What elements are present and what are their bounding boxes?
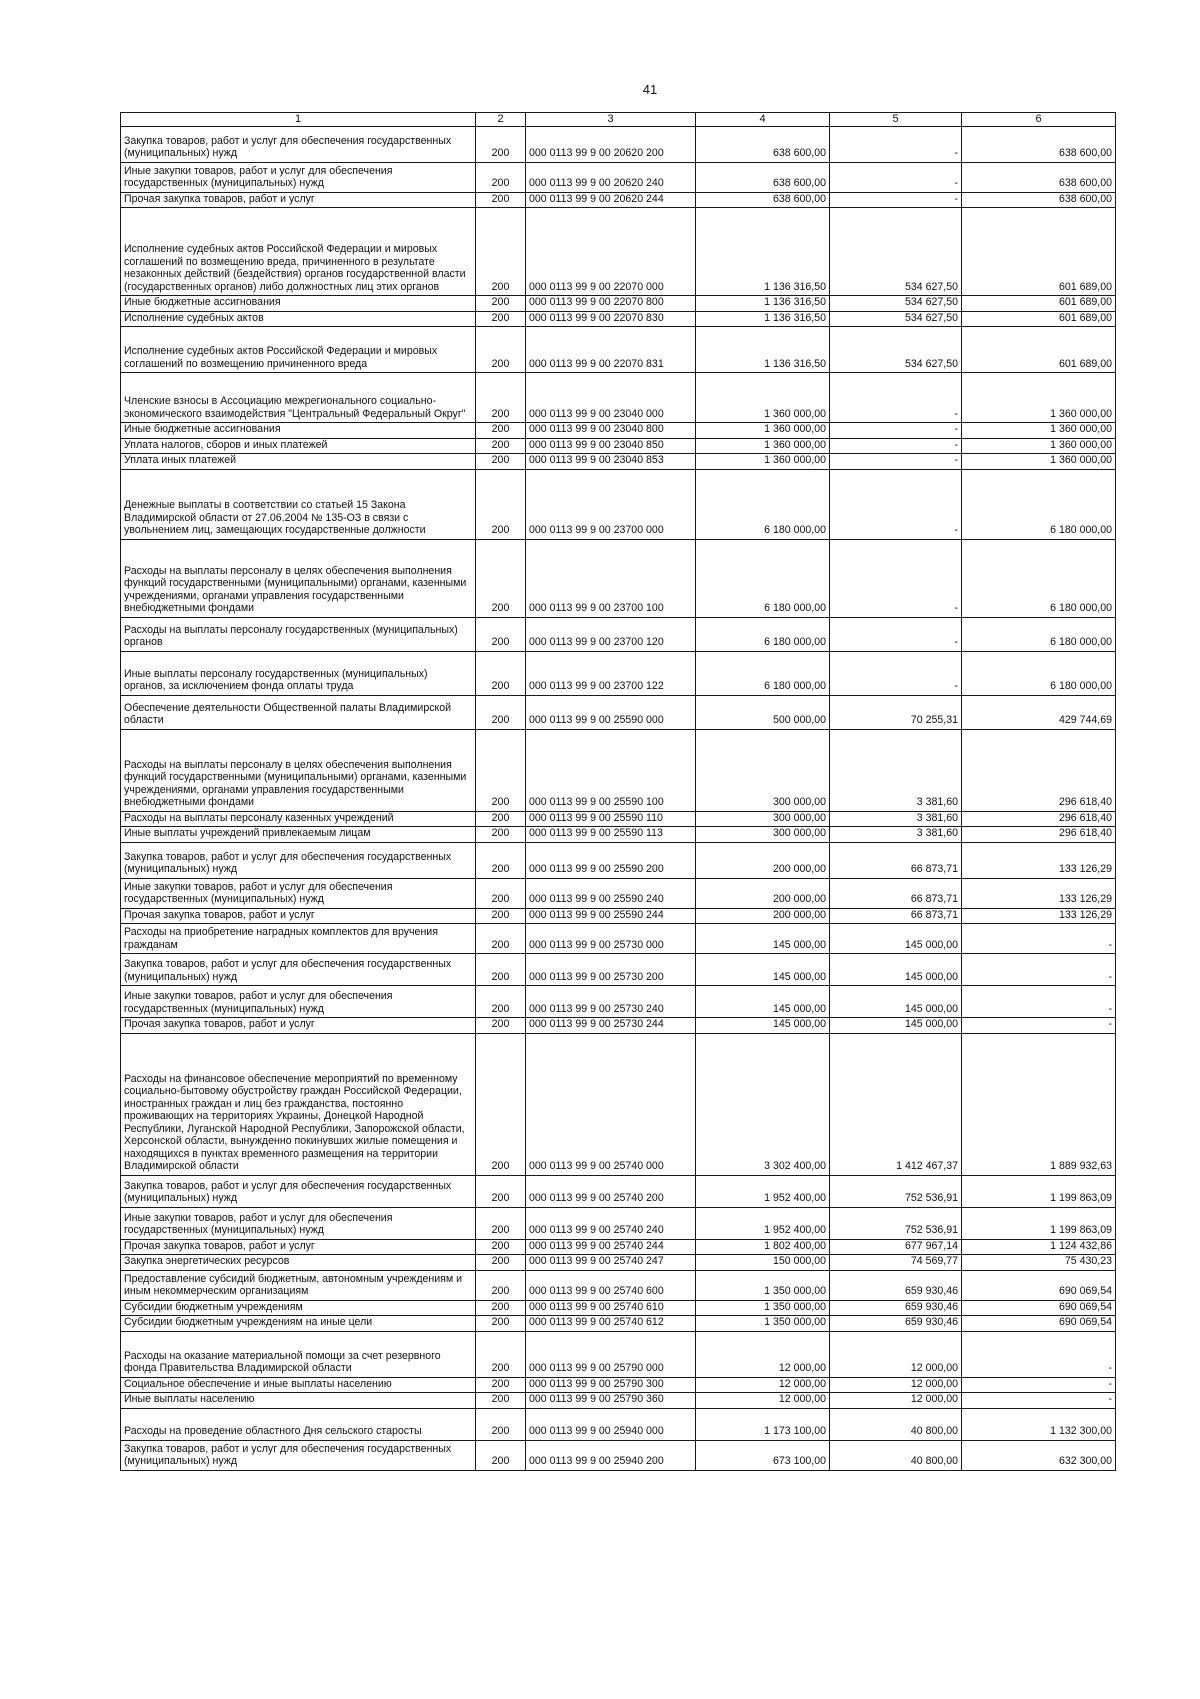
row-name: Иные закупки товаров, работ и услуг для обеспечения государственных (муниципальных) нужд [121, 162, 476, 192]
row-name: Субсидии бюджетным учреждениям [121, 1300, 476, 1316]
header-col-5: 5 [830, 113, 962, 127]
row-kbk: 000 0113 99 9 00 25740 200 [526, 1175, 696, 1207]
row-executed: 659 930,46 [830, 1300, 962, 1316]
row-code: 200 [476, 827, 526, 843]
table-row [121, 811, 1116, 827]
row-remaining: 133 126,29 [962, 842, 1116, 878]
row-remaining: - [962, 1018, 1116, 1034]
row-remaining: 1 889 932,63 [962, 1033, 1116, 1175]
row-executed: - [830, 454, 962, 470]
row-code: 200 [476, 126, 526, 162]
row-code: 200 [476, 539, 526, 617]
row-kbk: 000 0113 99 9 00 25730 200 [526, 954, 696, 986]
row-remaining: 601 689,00 [962, 296, 1116, 312]
row-code: 200 [476, 954, 526, 986]
row-name: Расходы на оказание материальной помощи за счет резервного фонда Правительства Владимирской области [121, 1331, 476, 1377]
row-name: Расходы на выплаты персоналу в целях обеспечения выполнения функций государственными (муниципальными) органами, казенными учреждениями, органами управления государственными внебюджетными фондами [121, 729, 476, 811]
row-remaining: 638 600,00 [962, 162, 1116, 192]
table-row [121, 1239, 1116, 1255]
row-approved: 1 173 100,00 [696, 1408, 830, 1440]
row-kbk: 000 0113 99 9 00 22070 831 [526, 327, 696, 373]
row-approved: 638 600,00 [696, 162, 830, 192]
row-remaining: - [962, 1331, 1116, 1377]
header-col-2: 2 [476, 113, 526, 127]
row-executed: 66 873,71 [830, 842, 962, 878]
row-executed: 40 800,00 [830, 1440, 962, 1470]
row-kbk: 000 0113 99 9 00 20620 240 [526, 162, 696, 192]
row-kbk: 000 0113 99 9 00 25590 240 [526, 878, 696, 908]
row-executed: - [830, 126, 962, 162]
row-approved: 3 302 400,00 [696, 1033, 830, 1175]
table-row [121, 192, 1116, 208]
row-executed: 752 536,91 [830, 1207, 962, 1239]
row-name: Уплата иных платежей [121, 454, 476, 470]
table-row [121, 827, 1116, 843]
row-remaining: 1 360 000,00 [962, 438, 1116, 454]
row-executed: 145 000,00 [830, 1018, 962, 1034]
row-kbk: 000 0113 99 9 00 25730 244 [526, 1018, 696, 1034]
row-kbk: 000 0113 99 9 00 25940 200 [526, 1440, 696, 1470]
table-row [121, 1270, 1116, 1300]
table-row [121, 423, 1116, 439]
row-executed: 66 873,71 [830, 908, 962, 924]
row-code: 200 [476, 1033, 526, 1175]
row-executed: 66 873,71 [830, 878, 962, 908]
row-approved: 1 136 316,50 [696, 296, 830, 312]
row-remaining: 1 360 000,00 [962, 423, 1116, 439]
row-approved: 638 600,00 [696, 126, 830, 162]
row-approved: 12 000,00 [696, 1393, 830, 1409]
row-approved: 1 360 000,00 [696, 438, 830, 454]
row-approved: 1 350 000,00 [696, 1316, 830, 1332]
row-approved: 1 350 000,00 [696, 1270, 830, 1300]
table-row [121, 878, 1116, 908]
row-executed: - [830, 162, 962, 192]
row-executed: 752 536,91 [830, 1175, 962, 1207]
table-row [121, 651, 1116, 695]
row-remaining: - [962, 1377, 1116, 1393]
row-kbk: 000 0113 99 9 00 25740 612 [526, 1316, 696, 1332]
row-code: 200 [476, 296, 526, 312]
row-kbk: 000 0113 99 9 00 25730 240 [526, 986, 696, 1018]
row-remaining: 638 600,00 [962, 126, 1116, 162]
table-row [121, 126, 1116, 162]
row-code: 200 [476, 695, 526, 729]
row-approved: 638 600,00 [696, 192, 830, 208]
header-col-3: 3 [526, 113, 696, 127]
row-approved: 150 000,00 [696, 1255, 830, 1271]
row-remaining: 133 126,29 [962, 878, 1116, 908]
table-row [121, 1440, 1116, 1470]
row-approved: 6 180 000,00 [696, 469, 830, 539]
row-approved: 145 000,00 [696, 1018, 830, 1034]
table-row [121, 924, 1116, 954]
table-row [121, 695, 1116, 729]
row-kbk: 000 0113 99 9 00 23700 000 [526, 469, 696, 539]
row-remaining: 690 069,54 [962, 1300, 1116, 1316]
row-kbk: 000 0113 99 9 00 25790 360 [526, 1393, 696, 1409]
row-kbk: 000 0113 99 9 00 25590 000 [526, 695, 696, 729]
row-remaining: - [962, 986, 1116, 1018]
row-kbk: 000 0113 99 9 00 25940 000 [526, 1408, 696, 1440]
row-name: Исполнение судебных актов Российской Федерации и мировых соглашений по возмещению вреда, причиненного в результате незаконных действий (бездействия) органов государственной власти (государственных органов) либо должностных лиц этих органов [121, 208, 476, 296]
row-kbk: 000 0113 99 9 00 23700 122 [526, 651, 696, 695]
table-row [121, 842, 1116, 878]
row-name: Иные выплаты персоналу государственных (муниципальных) органов, за исключением фонда оплаты труда [121, 651, 476, 695]
row-executed: 3 381,60 [830, 811, 962, 827]
row-executed: - [830, 438, 962, 454]
row-code: 200 [476, 924, 526, 954]
row-approved: 300 000,00 [696, 729, 830, 811]
row-name: Расходы на финансовое обеспечение мероприятий по временному социально-бытовому обустройству граждан Российской Федерации, иностранных граждан и лиц без гражданства, постоянно проживающих на территориях Украины, Донецкой Народной Республики, Луганской Народной Республики, Запорожской области, Херсонской области, вынужденно покинувших жилые помещения и находящихся в пунктах временного размещения на территории Владимирской области [121, 1033, 476, 1175]
row-kbk: 000 0113 99 9 00 23040 800 [526, 423, 696, 439]
row-code: 200 [476, 1377, 526, 1393]
row-remaining: 632 300,00 [962, 1440, 1116, 1470]
row-remaining: 296 618,40 [962, 827, 1116, 843]
row-kbk: 000 0113 99 9 00 20620 200 [526, 126, 696, 162]
row-kbk: 000 0113 99 9 00 25590 113 [526, 827, 696, 843]
row-approved: 673 100,00 [696, 1440, 830, 1470]
row-remaining: 601 689,00 [962, 208, 1116, 296]
row-name: Иные закупки товаров, работ и услуг для обеспечения государственных (муниципальных) нужд [121, 986, 476, 1018]
row-approved: 200 000,00 [696, 878, 830, 908]
row-name: Субсидии бюджетным учреждениям на иные цели [121, 1316, 476, 1332]
table-row [121, 373, 1116, 423]
row-approved: 145 000,00 [696, 954, 830, 986]
row-code: 200 [476, 1316, 526, 1332]
row-name: Иные выплаты учреждений привлекаемым лицам [121, 827, 476, 843]
row-executed: - [830, 651, 962, 695]
row-approved: 1 136 316,50 [696, 311, 830, 327]
table-row [121, 469, 1116, 539]
row-name: Закупка энергетических ресурсов [121, 1255, 476, 1271]
row-approved: 200 000,00 [696, 908, 830, 924]
row-kbk: 000 0113 99 9 00 25740 600 [526, 1270, 696, 1300]
row-code: 200 [476, 1408, 526, 1440]
row-kbk: 000 0113 99 9 00 22070 800 [526, 296, 696, 312]
row-name: Членские взносы в Ассоциацию межрегионального социально-экономического взаимодействия "Центральный Федеральный Округ" [121, 373, 476, 423]
row-code: 200 [476, 1239, 526, 1255]
header-col-4: 4 [696, 113, 830, 127]
row-code: 200 [476, 1300, 526, 1316]
row-code: 200 [476, 1018, 526, 1034]
row-kbk: 000 0113 99 9 00 25590 100 [526, 729, 696, 811]
row-code: 200 [476, 878, 526, 908]
row-code: 200 [476, 1440, 526, 1470]
row-remaining: 296 618,40 [962, 811, 1116, 827]
row-executed: 145 000,00 [830, 986, 962, 1018]
row-name: Обеспечение деятельности Общественной палаты Владимирской области [121, 695, 476, 729]
row-executed: 12 000,00 [830, 1377, 962, 1393]
row-remaining: 1 132 300,00 [962, 1408, 1116, 1440]
row-remaining: 601 689,00 [962, 311, 1116, 327]
row-code: 200 [476, 729, 526, 811]
row-remaining: 1 360 000,00 [962, 373, 1116, 423]
row-code: 200 [476, 842, 526, 878]
table-row [121, 617, 1116, 651]
row-approved: 145 000,00 [696, 924, 830, 954]
row-name: Прочая закупка товаров, работ и услуг [121, 1018, 476, 1034]
row-kbk: 000 0113 99 9 00 22070 830 [526, 311, 696, 327]
row-kbk: 000 0113 99 9 00 25740 247 [526, 1255, 696, 1271]
row-kbk: 000 0113 99 9 00 25590 110 [526, 811, 696, 827]
table-row [121, 327, 1116, 373]
row-kbk: 000 0113 99 9 00 25740 000 [526, 1033, 696, 1175]
row-name: Закупка товаров, работ и услуг для обеспечения государственных (муниципальных) нужд [121, 1440, 476, 1470]
row-name: Закупка товаров, работ и услуг для обеспечения государственных (муниципальных) нужд [121, 954, 476, 986]
row-executed: 145 000,00 [830, 924, 962, 954]
row-code: 200 [476, 1393, 526, 1409]
row-remaining: 690 069,54 [962, 1316, 1116, 1332]
row-kbk: 000 0113 99 9 00 23040 850 [526, 438, 696, 454]
row-executed: 74 569,77 [830, 1255, 962, 1271]
row-executed: 534 627,50 [830, 208, 962, 296]
row-name: Иные закупки товаров, работ и услуг для обеспечения государственных (муниципальных) нужд [121, 878, 476, 908]
row-executed: 40 800,00 [830, 1408, 962, 1440]
row-approved: 500 000,00 [696, 695, 830, 729]
row-name: Предоставление субсидий бюджетным, автономным учреждениям и иным некоммерческим организациям [121, 1270, 476, 1300]
row-remaining: 1 199 863,09 [962, 1175, 1116, 1207]
table-row [121, 311, 1116, 327]
row-code: 200 [476, 651, 526, 695]
row-name: Закупка товаров, работ и услуг для обеспечения государственных (муниципальных) нужд [121, 1175, 476, 1207]
row-executed: 534 627,50 [830, 311, 962, 327]
row-remaining: 6 180 000,00 [962, 539, 1116, 617]
table-row [121, 1018, 1116, 1034]
table-row [121, 1255, 1116, 1271]
row-executed: 659 930,46 [830, 1270, 962, 1300]
row-approved: 1 136 316,50 [696, 327, 830, 373]
row-executed: - [830, 423, 962, 439]
row-name: Исполнение судебных актов [121, 311, 476, 327]
row-executed: - [830, 617, 962, 651]
table-row [121, 454, 1116, 470]
row-remaining: 133 126,29 [962, 908, 1116, 924]
row-code: 200 [476, 1255, 526, 1271]
row-approved: 145 000,00 [696, 986, 830, 1018]
row-remaining: 6 180 000,00 [962, 651, 1116, 695]
row-kbk: 000 0113 99 9 00 22070 000 [526, 208, 696, 296]
table-row [121, 1377, 1116, 1393]
table-row [121, 1033, 1116, 1175]
row-code: 200 [476, 192, 526, 208]
table-row [121, 208, 1116, 296]
row-name: Прочая закупка товаров, работ и услуг [121, 908, 476, 924]
row-name: Расходы на выплаты персоналу казенных учреждений [121, 811, 476, 827]
row-executed: 534 627,50 [830, 296, 962, 312]
row-name: Иные бюджетные ассигнования [121, 423, 476, 439]
row-remaining: - [962, 954, 1116, 986]
row-code: 200 [476, 373, 526, 423]
row-approved: 6 180 000,00 [696, 539, 830, 617]
row-executed: - [830, 539, 962, 617]
table-row [121, 1408, 1116, 1440]
row-remaining: 601 689,00 [962, 327, 1116, 373]
row-code: 200 [476, 469, 526, 539]
row-code: 200 [476, 1270, 526, 1300]
row-code: 200 [476, 1331, 526, 1377]
table-row [121, 438, 1116, 454]
row-kbk: 000 0113 99 9 00 23700 120 [526, 617, 696, 651]
row-remaining: - [962, 924, 1116, 954]
row-code: 200 [476, 986, 526, 1018]
row-approved: 1 952 400,00 [696, 1207, 830, 1239]
table-row [121, 1300, 1116, 1316]
row-executed: - [830, 469, 962, 539]
row-name: Уплата налогов, сборов и иных платежей [121, 438, 476, 454]
row-code: 200 [476, 1175, 526, 1207]
row-kbk: 000 0113 99 9 00 25590 244 [526, 908, 696, 924]
row-approved: 6 180 000,00 [696, 651, 830, 695]
row-code: 200 [476, 1207, 526, 1239]
row-code: 200 [476, 617, 526, 651]
header-col-1: 1 [121, 113, 476, 127]
row-approved: 300 000,00 [696, 811, 830, 827]
row-code: 200 [476, 311, 526, 327]
row-approved: 12 000,00 [696, 1331, 830, 1377]
row-remaining: 6 180 000,00 [962, 469, 1116, 539]
row-executed: 1 412 467,37 [830, 1033, 962, 1175]
row-name: Социальное обеспечение и иные выплаты населению [121, 1377, 476, 1393]
row-approved: 1 802 400,00 [696, 1239, 830, 1255]
row-kbk: 000 0113 99 9 00 20620 244 [526, 192, 696, 208]
row-name: Расходы на выплаты персоналу в целях обеспечения выполнения функций государственными (муниципальными) органами, казенными учреждениями, органами управления государственными внебюджетными фондами [121, 539, 476, 617]
row-remaining: 1 124 432,86 [962, 1239, 1116, 1255]
row-name: Расходы на приобретение наградных комплектов для вручения гражданам [121, 924, 476, 954]
row-executed: 659 930,46 [830, 1316, 962, 1332]
row-approved: 1 136 316,50 [696, 208, 830, 296]
row-approved: 1 360 000,00 [696, 373, 830, 423]
table-row [121, 1175, 1116, 1207]
row-remaining: 296 618,40 [962, 729, 1116, 811]
table-row [121, 986, 1116, 1018]
table-row [121, 539, 1116, 617]
table-row [121, 1207, 1116, 1239]
row-executed: 70 255,31 [830, 695, 962, 729]
row-approved: 1 360 000,00 [696, 454, 830, 470]
row-executed: 3 381,60 [830, 827, 962, 843]
row-name: Иные выплаты населению [121, 1393, 476, 1409]
row-executed: 677 967,14 [830, 1239, 962, 1255]
page-number: 41 [642, 82, 658, 97]
row-executed: - [830, 373, 962, 423]
row-kbk: 000 0113 99 9 00 25740 610 [526, 1300, 696, 1316]
row-remaining: - [962, 1393, 1116, 1409]
row-executed: 12 000,00 [830, 1393, 962, 1409]
row-kbk: 000 0113 99 9 00 23040 000 [526, 373, 696, 423]
row-remaining: 1 199 863,09 [962, 1207, 1116, 1239]
row-approved: 1 360 000,00 [696, 423, 830, 439]
table-row [121, 954, 1116, 986]
row-executed: - [830, 192, 962, 208]
row-code: 200 [476, 908, 526, 924]
row-approved: 6 180 000,00 [696, 617, 830, 651]
row-name: Иные закупки товаров, работ и услуг для обеспечения государственных (муниципальных) нужд [121, 1207, 476, 1239]
row-executed: 3 381,60 [830, 729, 962, 811]
row-approved: 200 000,00 [696, 842, 830, 878]
row-name: Закупка товаров, работ и услуг для обеспечения государственных (муниципальных) нужд [121, 842, 476, 878]
row-approved: 12 000,00 [696, 1377, 830, 1393]
row-code: 200 [476, 454, 526, 470]
table-row [121, 1393, 1116, 1409]
row-executed: 534 627,50 [830, 327, 962, 373]
row-kbk: 000 0113 99 9 00 25730 000 [526, 924, 696, 954]
row-kbk: 000 0113 99 9 00 25790 300 [526, 1377, 696, 1393]
table-row [121, 729, 1116, 811]
row-remaining: 429 744,69 [962, 695, 1116, 729]
table-row [121, 162, 1116, 192]
row-code: 200 [476, 423, 526, 439]
budget-table [120, 112, 1116, 1471]
row-code: 200 [476, 811, 526, 827]
header-col-6: 6 [962, 113, 1116, 127]
row-kbk: 000 0113 99 9 00 23040 853 [526, 454, 696, 470]
table-row [121, 1331, 1116, 1377]
row-executed: 145 000,00 [830, 954, 962, 986]
row-name: Прочая закупка товаров, работ и услуг [121, 192, 476, 208]
row-approved: 1 350 000,00 [696, 1300, 830, 1316]
row-remaining: 690 069,54 [962, 1270, 1116, 1300]
row-code: 200 [476, 208, 526, 296]
row-name: Закупка товаров, работ и услуг для обеспечения государственных (муниципальных) нужд [121, 126, 476, 162]
row-kbk: 000 0113 99 9 00 25740 244 [526, 1239, 696, 1255]
row-name: Прочая закупка товаров, работ и услуг [121, 1239, 476, 1255]
row-approved: 300 000,00 [696, 827, 830, 843]
table-header-row [121, 113, 1116, 127]
table-row [121, 296, 1116, 312]
row-remaining: 638 600,00 [962, 192, 1116, 208]
row-remaining: 75 430,23 [962, 1255, 1116, 1271]
row-code: 200 [476, 162, 526, 192]
table-row [121, 1316, 1116, 1332]
row-kbk: 000 0113 99 9 00 23700 100 [526, 539, 696, 617]
table-row [121, 908, 1116, 924]
row-remaining: 6 180 000,00 [962, 617, 1116, 651]
row-kbk: 000 0113 99 9 00 25740 240 [526, 1207, 696, 1239]
row-remaining: 1 360 000,00 [962, 454, 1116, 470]
row-name: Иные бюджетные ассигнования [121, 296, 476, 312]
row-name: Денежные выплаты в соответствии со статьей 15 Закона Владимирской области от 27.06.2004 № 135-ОЗ в связи с увольнением лиц, замещающих государственные должности [121, 469, 476, 539]
row-kbk: 000 0113 99 9 00 25790 000 [526, 1331, 696, 1377]
row-executed: 12 000,00 [830, 1331, 962, 1377]
row-name: Исполнение судебных актов Российской Федерации и мировых соглашений по возмещению причиненного вреда [121, 327, 476, 373]
row-code: 200 [476, 438, 526, 454]
row-name: Расходы на выплаты персоналу государственных (муниципальных) органов [121, 617, 476, 651]
row-code: 200 [476, 327, 526, 373]
row-kbk: 000 0113 99 9 00 25590 200 [526, 842, 696, 878]
row-approved: 1 952 400,00 [696, 1175, 830, 1207]
row-name: Расходы на проведение областного Дня сельского старосты [121, 1408, 476, 1440]
